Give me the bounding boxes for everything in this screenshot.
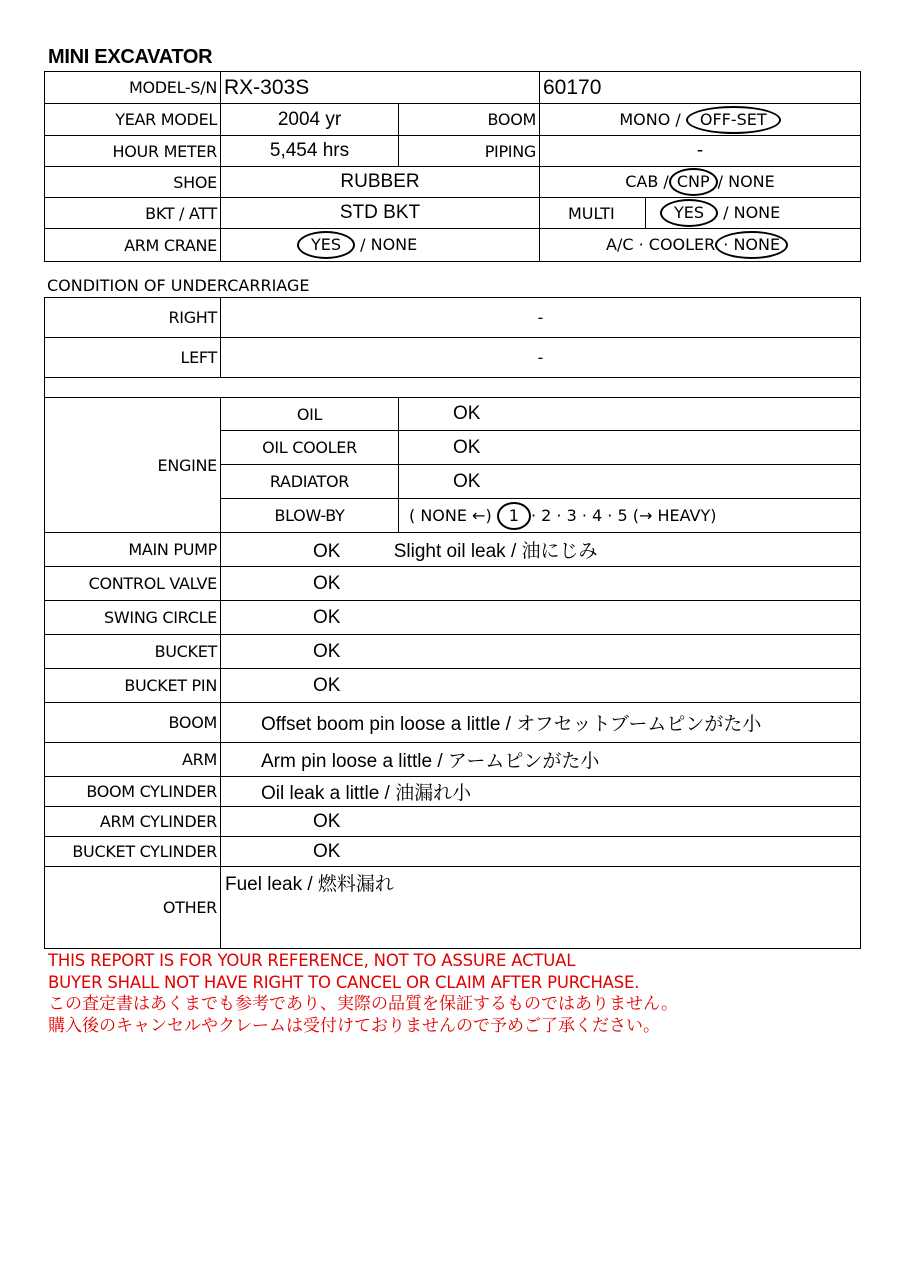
blowby-scale-rest: · 2 · 3 · 4 · 5 (→ HEAVY)	[530, 505, 717, 525]
piping-value: -	[540, 136, 861, 167]
multi-options	[646, 198, 861, 229]
undercarriage-right-label: RIGHT	[45, 298, 221, 338]
shoe-label: SHOE	[45, 167, 221, 198]
ac-cooler-options	[540, 229, 861, 262]
year-value: 2004 yr	[221, 104, 399, 136]
bkt-att-value: STD BKT	[221, 198, 540, 229]
page-title: MINI EXCAVATOR	[48, 46, 213, 68]
model-value: RX-303S	[221, 72, 540, 104]
engine-oil-value: OK	[399, 398, 861, 431]
bkt-att-label: BKT / ATT	[45, 198, 221, 229]
engine-radiator-label: RADIATOR	[221, 465, 399, 499]
disclaimer-line-1: THIS REPORT IS FOR YOUR REFERENCE, NOT TO ASSURE ACTUAL	[48, 951, 576, 970]
control-valve-value: OK	[221, 567, 861, 601]
engine-oil-label: OIL	[221, 398, 399, 431]
multi-none: / NONE	[723, 203, 781, 222]
engine-blowby-label: BLOW-BY	[221, 499, 399, 533]
cab-option-cnp-circled: CNP	[669, 168, 718, 196]
undercarriage-left-label: LEFT	[45, 338, 221, 378]
boom-option-mono: MONO /	[619, 109, 681, 129]
disclaimer-line-3: この査定書はあくまでも参考であり、実際の品質を保証するものではありません。	[48, 994, 679, 1013]
main-pump-value: OK	[313, 541, 341, 562]
other-value: Fuel leak / 燃料漏れ	[221, 867, 861, 949]
arm-crane-options	[221, 229, 540, 262]
ac-cooler-label: A/C · COOLER	[606, 235, 716, 254]
bucket-cylinder-value: OK	[221, 837, 861, 867]
piping-label: PIPING	[399, 136, 540, 167]
main-pump-label: MAIN PUMP	[45, 533, 221, 567]
boom-option-offset-circled: OFF-SET	[686, 106, 781, 134]
boom-label: BOOM	[45, 703, 221, 743]
bucket-cylinder-label: BUCKET CYLINDER	[45, 837, 221, 867]
engine-radiator-value: OK	[399, 465, 861, 499]
main-pump-note: Slight oil leak / 油にじみ	[393, 541, 598, 562]
arm-label: ARM	[45, 743, 221, 777]
boom-value: Offset boom pin loose a little / オフセットブームピンがた小	[221, 703, 861, 743]
hour-meter-label: HOUR METER	[45, 136, 221, 167]
disclaimer	[48, 950, 678, 1036]
bucket-pin-label: BUCKET PIN	[45, 669, 221, 703]
other-label: OTHER	[45, 867, 221, 949]
engine-oil-cooler-label: OIL COOLER	[221, 431, 399, 465]
disclaimer-line-2: BUYER SHALL NOT HAVE RIGHT TO CANCEL OR CLAIM AFTER PURCHASE.	[48, 972, 640, 992]
spacer-row	[45, 378, 861, 398]
blowby-selected-circled: 1	[497, 502, 531, 530]
cab-option-none: / NONE	[717, 172, 775, 191]
engine-blowby-scale	[399, 499, 861, 533]
engine-label: ENGINE	[45, 398, 221, 533]
main-pump-row	[221, 533, 861, 567]
multi-yes-circled: YES	[660, 199, 718, 227]
control-valve-label: CONTROL VALVE	[45, 567, 221, 601]
arm-crane-label: ARM CRANE	[45, 229, 221, 262]
boom-cylinder-value: Oil leak a little / 油漏れ小	[221, 777, 861, 807]
boom-type-label: BOOM	[399, 104, 540, 136]
shoe-value: RUBBER	[221, 167, 540, 198]
arm-crane-none: / NONE	[360, 235, 418, 254]
multi-label: MULTI	[540, 198, 646, 229]
boom-cylinder-label: BOOM CYLINDER	[45, 777, 221, 807]
boom-type-options	[540, 104, 861, 136]
bucket-pin-value: OK	[221, 669, 861, 703]
condition-table	[44, 297, 861, 949]
arm-crane-yes-circled: YES	[297, 231, 355, 259]
cab-options	[540, 167, 861, 198]
cab-option-cab: CAB /	[625, 172, 669, 191]
arm-cylinder-value: OK	[221, 807, 861, 837]
blowby-none-marker: ( NONE ←)	[409, 505, 492, 525]
swing-circle-value: OK	[221, 601, 861, 635]
year-label: YEAR MODEL	[45, 104, 221, 136]
arm-cylinder-label: ARM CYLINDER	[45, 807, 221, 837]
arm-value: Arm pin loose a little / アームピンがた小	[221, 743, 861, 777]
undercarriage-right-value: -	[221, 298, 861, 338]
engine-oil-cooler-value: OK	[399, 431, 861, 465]
model-sn-label: MODEL-S/N	[45, 72, 221, 104]
swing-circle-label: SWING CIRCLE	[45, 601, 221, 635]
bucket-value: OK	[221, 635, 861, 669]
spec-table	[44, 71, 861, 262]
serial-value: 60170	[540, 72, 861, 104]
undercarriage-left-value: -	[221, 338, 861, 378]
ac-none-circled: · NONE	[715, 231, 788, 259]
hour-meter-value: 5,454 hrs	[221, 136, 399, 167]
bucket-label: BUCKET	[45, 635, 221, 669]
disclaimer-line-4: 購入後のキャンセルやクレームは受付けておりませんので予めご了承ください。	[48, 1015, 660, 1035]
undercarriage-heading: CONDITION OF UNDERCARRIAGE	[47, 276, 310, 295]
